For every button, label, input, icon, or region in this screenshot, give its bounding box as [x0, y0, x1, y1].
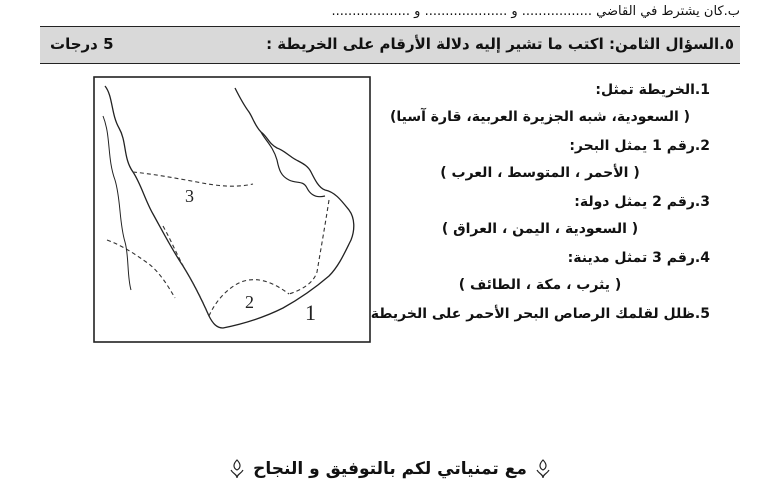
closing-wish — [0, 458, 780, 480]
border-line — [107, 240, 175, 298]
border-line — [289, 200, 329, 294]
item-4-options: ( يثرب ، مكة ، الطائف ) — [458, 277, 622, 293]
map-label-3: 3 — [185, 186, 194, 206]
item-2-options: ( الأحمر ، المتوسط ، العرب ) — [440, 165, 640, 181]
question-grade: 5 درجات — [50, 35, 114, 53]
previous-question-line: ب.كان يشترط في القاضي ................. و .................... و ................... — [331, 4, 740, 19]
map-label-2: 2 — [245, 292, 254, 312]
question-title: ٥.السؤال الثامن: اكتب ما تشير إليه دلالة الأرقام على الخريطة : — [266, 35, 734, 53]
arabian-peninsula-map — [93, 76, 371, 343]
closing-wish-text: مع تمنياتي لكم بالتوفيق و النجاح — [253, 459, 527, 479]
item-3-options: ( السعودية ، اليمن ، العراق ) — [441, 221, 639, 237]
item-1-options: ( السعودية، شبه الجزيرة العربية، قارة آسيا) — [389, 109, 691, 125]
item-5-question: 5.ظلل لقلمك الرصاص البحر الأحمر على الخريطة — [370, 306, 710, 322]
map-frame — [94, 77, 370, 342]
question-header — [40, 26, 740, 64]
floral-ornament-icon — [227, 458, 247, 480]
item-1-question: 1.الخريطة تمثل: — [595, 82, 710, 98]
item-3-question: 3.رقم 2 يمثل دولة: — [574, 194, 710, 210]
floral-ornament-icon — [533, 458, 553, 480]
gulf-coast — [261, 132, 325, 197]
item-2-question: 2.رقم 1 يمثل البحر: — [569, 138, 710, 154]
border-line — [133, 172, 253, 186]
peninsula-coastline — [105, 86, 354, 328]
item-4-question: 4.رقم 3 تمثل مدينة: — [567, 250, 710, 266]
map-label-1: 1 — [305, 300, 316, 325]
question-items — [370, 82, 710, 333]
nile-river — [103, 116, 131, 290]
